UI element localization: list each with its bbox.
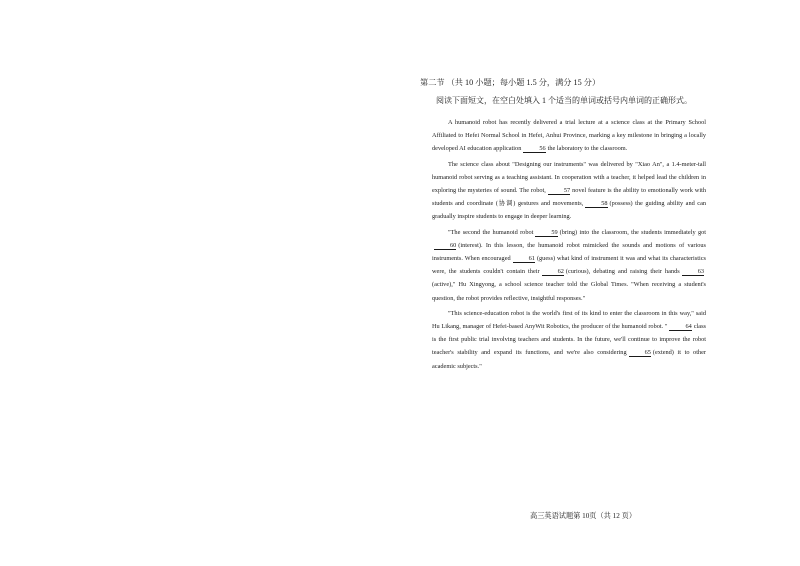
paragraph-text: (extend) it to other academic subjects." xyxy=(432,349,706,370)
paragraph-4 xyxy=(432,307,706,373)
blank-65: 65 xyxy=(629,349,651,357)
paragraph-1 xyxy=(432,116,706,156)
blank-57: 57 xyxy=(548,187,570,195)
paragraph-text: "This science-education robot is the world's first of its kind to enter the classroom in this way," said Hu Likang, manager of Hefei-based AnyWit Robotics, the producer of the humanoid robot. " xyxy=(432,309,706,331)
blank-58: 58 xyxy=(585,200,607,208)
paragraph-text: "The second the humanoid robot xyxy=(448,228,534,236)
paragraph-2 xyxy=(432,158,706,224)
blank-61: 61 xyxy=(513,255,535,263)
section-title: 第二节 （共 10 小题；每小题 1.5 分，满分 15 分） xyxy=(420,78,601,87)
paragraph-text: the laboratory to the classroom. xyxy=(547,145,628,153)
blank-56: 56 xyxy=(523,145,545,153)
paragraph-text: class is the first public trial involving teachers and students. In the future, we'll continue to improve the robot teacher's stability and expand its functions, and we're also considering xyxy=(432,323,706,357)
passage xyxy=(432,116,706,375)
paragraph-text: (bring) into the classroom, the students immediately got xyxy=(559,228,706,236)
blank-64: 64 xyxy=(669,323,691,331)
paragraph-text: (active)," Hu Xingyong, a school science teacher told the Global Times. "When receiving a student's question, the robot provides reflective, insightful responses." xyxy=(432,281,706,302)
paragraph-text: (curious), debating and raising their hands xyxy=(565,268,680,276)
paragraph-text: (guess) what kind of instrument it was and what its characteristics were, the students couldn't contain their xyxy=(432,255,706,276)
paragraph-text: (possess) the guiding ability and can gradually inspire students to engage in deeper learning. xyxy=(432,200,707,221)
paragraph-3 xyxy=(432,226,706,305)
blank-62: 62 xyxy=(542,268,564,276)
paragraph-text: A humanoid robot has recently delivered a trial lecture at a science class at the Primary School Affiliated to Hefei Normal School in Hefei, Anhui Province, marking a key milestone in bringing a locally developed AI education application xyxy=(432,119,706,153)
paragraph-text: novel feature is the ability to emotionally work with students and coordinate (协调) gestures and movements, xyxy=(432,187,707,208)
paragraph-text: The science class about "Designing our instruments" was delivered by "Xiao An", a 1.4-meter-tall humanoid robot serving as a teaching assistant. In cooperation with a teacher, it helped lead the children in exploring the mysteries of sound. The robot, xyxy=(432,160,706,195)
page-footer: 高三英语试题第 10页（共 12 页） xyxy=(530,512,637,520)
blank-60: 60 xyxy=(434,242,456,250)
blank-63: 63 xyxy=(682,268,704,276)
paragraph-text: (interest). In this lesson, the humanoid robot mimicked the sounds and motions of various instruments. When encouraged xyxy=(432,241,706,263)
instruction-text: 阅读下面短文，在空白处填入 1 个适当的单词或括号内单词的正确形式。 xyxy=(436,96,692,105)
blank-59: 59 xyxy=(535,229,557,237)
